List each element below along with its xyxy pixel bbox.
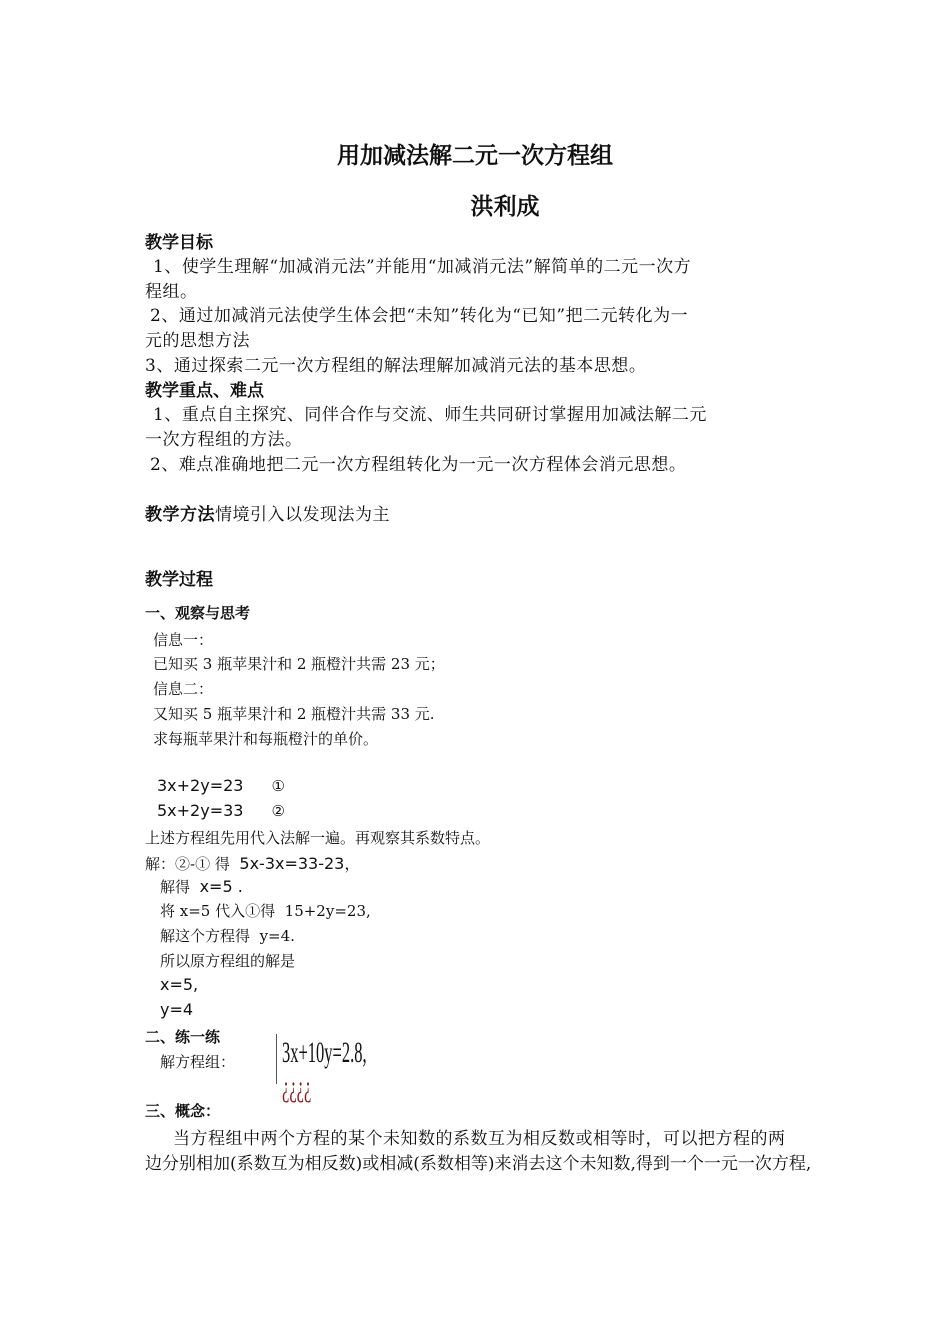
goal-2-line-1 [150,301,688,326]
goal-3-line [145,351,646,376]
practice-label: 解方程组： [160,1053,236,1071]
answer-x: x=5, [160,975,199,994]
goal-2-text-b: 使学生体会把“未知”转化为“已知”把二元转化为一 [301,306,689,326]
solution-step-3-label: 将 x=5 代入①得 [160,902,276,920]
practice-equation-tail: ¿¿¿¿ [282,1070,312,1103]
goal-3-text-b: 理解加减消元法的基本思想。 [418,356,647,376]
section-3-heading: 三、概念： [145,1102,221,1120]
practice-equation [282,1036,367,1104]
equation-2-text: 5x+2y=33 [157,801,244,820]
keypoint-2-line [150,450,686,475]
solution-step-4-eq: y=4. [259,927,295,945]
keypoint-2-text-b: 准确地把二元一次方程组转化为一元一次方程 [213,455,564,475]
practice-equation-image [276,1030,416,1103]
equation-2-marker: ② [271,802,285,820]
goal-3-text-a: 3、通过探索二元一次方程组的解法 [145,356,419,376]
method-line [145,500,390,525]
info-2-text: 又知买 5 瓶苹果汁和 2 瓶橙汁共需 33 元. [153,705,435,723]
solution-step-2 [160,876,243,897]
method-heading: 教学方法 [145,505,215,525]
process-heading: 教学过程 [145,570,213,590]
keypoint-1-line-2: 一次方程组的方法。 [145,430,303,450]
info-1-label: 信息一： [153,631,214,649]
method-note: 上述方程组先用代入法解一遍。再观察其系数特点。 [145,829,491,847]
equation-1-text: 3x+2y=23 [157,776,244,795]
goal-2-text-a: 2、通过加减消元法 [150,306,302,326]
keypoint-1-line-1 [153,400,707,425]
solution-step-2-label: 解得 [160,878,191,896]
document-title: 用加减法解二元一次方程组 [337,143,613,169]
keypoint-2-text-a: 2、难点 [150,455,214,475]
section-2-heading: 二、练一练 [145,1028,221,1046]
answer-y: y=4 [160,1000,194,1019]
solution-step-4-label: 解这个方程得 [160,927,251,945]
equation-2 [157,801,285,820]
method-text-b: 以发现法为主 [285,505,390,525]
question-text: 求每瓶苹果汁和每瓶橙汁的单价。 [153,730,379,748]
solution-step-1-eq: 5x-3x=33-23， [239,854,361,873]
goal-1-text-b: 并能用“加减消元法”解简单的二元一次方 [375,257,692,277]
goal-1-text-a: 1、使学生理解“加减消元法” [153,257,376,277]
practice-equation-main: 3x+10y=2.8, [282,1036,367,1069]
equation-1-marker: ① [271,777,285,795]
author-name: 洪利成 [470,194,540,220]
keypoint-1-text-b: 自主探究、同伴合作与交流、师生共同研讨 [216,405,550,425]
solution-step-3 [160,900,371,921]
keypoint-1-text-c: 掌握用加减法解二元 [549,405,707,425]
keypoint-1-text-a: 1、重点 [153,405,217,425]
brace-line [276,1034,277,1084]
goal-1-line-1 [153,252,691,277]
solution-step-5: 所以原方程组的解是 [160,952,296,970]
keypoints-heading: 教学重点、难点 [145,381,264,401]
concept-line-1: 当方程组中两个方程的某个未知数的系数互为相反数或相等时，可以把方程的两 [173,1129,786,1149]
keypoint-2-text-c: 体会消元思想。 [563,455,687,475]
goal-1-line-2: 程组。 [145,282,198,302]
solution-step-3-eq: 15+2y=23, [284,902,371,920]
section-1-heading: 一、观察与思考 [145,604,251,622]
solution-step-4 [160,925,295,946]
info-2-label: 信息二： [153,680,214,698]
method-text-a: 情境引入 [215,505,285,525]
goal-2-line-2: 元的思想方法 [145,331,250,351]
solution-step-1 [145,851,360,874]
goals-heading: 教学目标 [145,233,213,253]
equation-1 [157,776,285,795]
concept-line-2: 边分别相加(系数互为相反数)或相减(系数相等)来消去这个未知数,得到一个一元一次方程, [145,1154,812,1174]
solution-label: 解：②-① 得 [145,855,230,873]
info-1-text: 已知买 3 瓶苹果汁和 2 瓶橙汁共需 23 元； [153,655,445,673]
solution-step-2-eq: x=5 . [199,877,243,896]
